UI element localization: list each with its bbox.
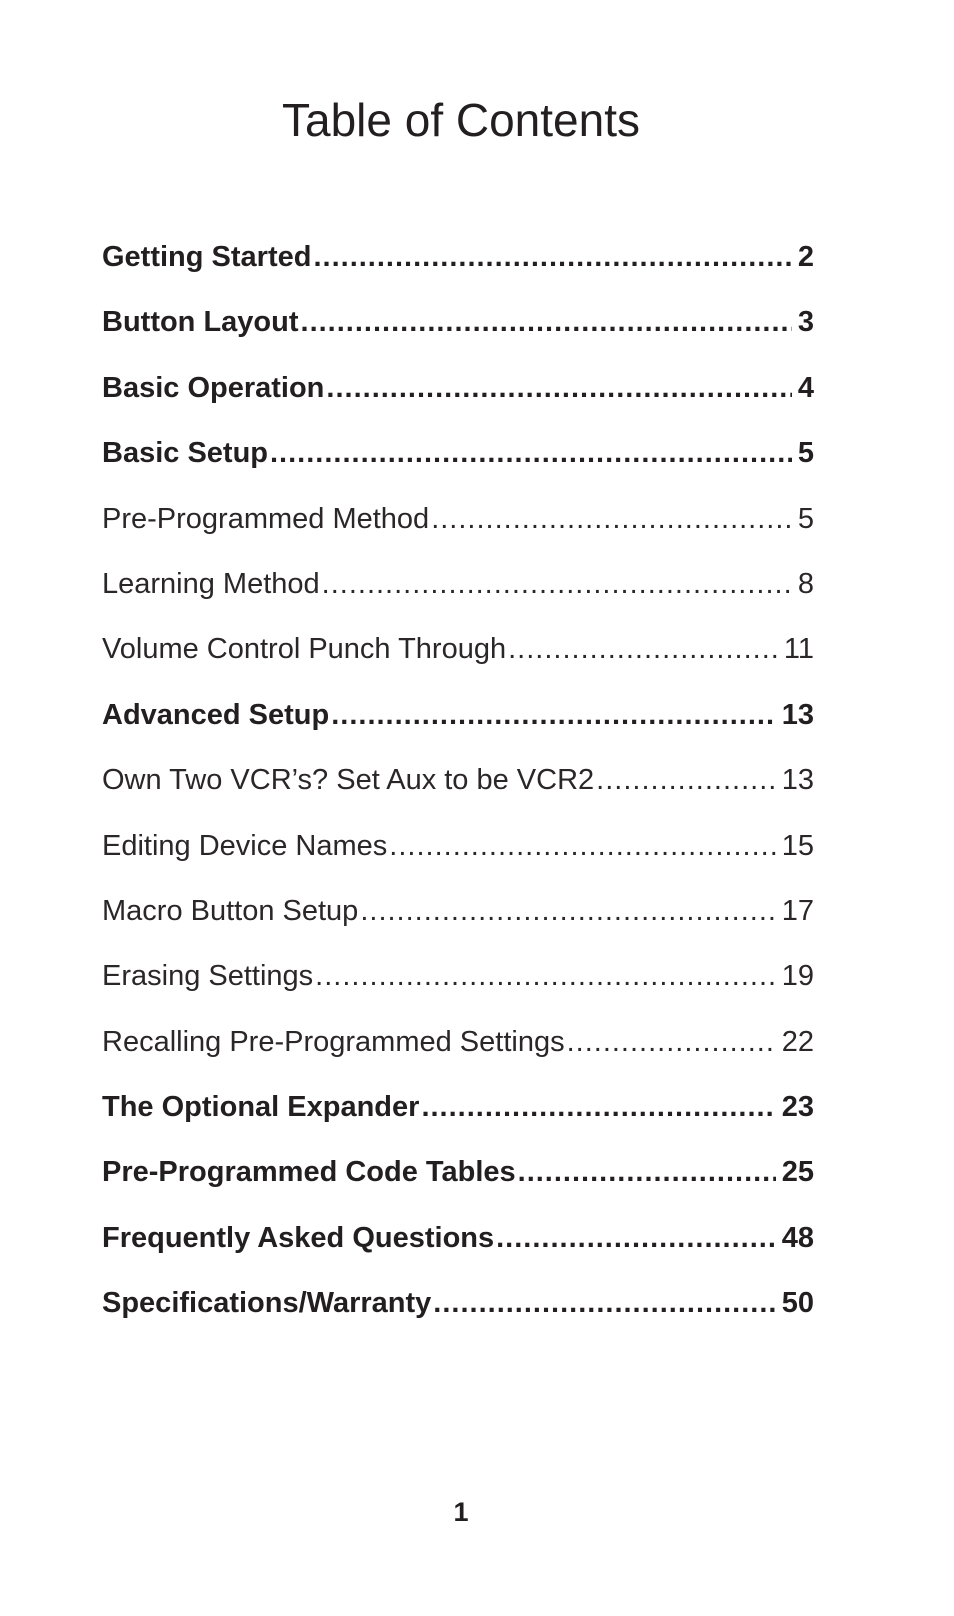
toc-entry-page: 3 (797, 306, 814, 339)
toc-entry-faq (102, 1217, 814, 1282)
dot-leader (326, 367, 791, 409)
page-number: 1 (453, 1497, 469, 1527)
toc-entry-label: Basic Operation (102, 371, 325, 404)
toc-entry-recalling-pre-programmed-settings (102, 1021, 814, 1086)
toc-entry-label: Getting Started (102, 241, 312, 273)
dot-leader (596, 759, 776, 801)
toc-entry-label: Basic Setup (102, 437, 268, 470)
toc-entry-label: The Optional Expander (102, 1091, 420, 1124)
toc-entry-basic-setup (102, 432, 814, 497)
toc-entry-page: 19 (781, 960, 814, 993)
toc-entry-page: 25 (781, 1156, 814, 1189)
toc-entry-label: Specifications/Warranty (102, 1287, 432, 1320)
dot-leader (301, 301, 792, 343)
toc-entry-label: Frequently Asked Questions (102, 1221, 495, 1254)
toc-entry-erasing-settings (102, 955, 814, 1020)
toc-entry-page: 50 (781, 1287, 814, 1320)
dot-leader (270, 432, 792, 474)
toc-entry-page: 17 (781, 894, 814, 927)
dot-leader (322, 563, 792, 605)
toc-entry-page: 2 (797, 241, 814, 273)
dot-leader (389, 825, 775, 867)
dot-leader (360, 890, 775, 932)
dot-leader (313, 236, 791, 278)
page-title: Table of Contents (281, 94, 640, 146)
toc-entry-label: Recalling Pre-Programmed Settings (102, 1025, 565, 1058)
toc-entry-specifications-warranty (102, 1282, 814, 1347)
toc-entry-page: 8 (797, 567, 814, 600)
dot-leader (567, 1021, 776, 1063)
toc-entry-page: 5 (797, 502, 814, 535)
toc-entry-own-two-vcrs (102, 759, 814, 824)
toc-entry-page: 22 (781, 1025, 814, 1058)
dot-leader (431, 498, 792, 540)
toc-list (102, 236, 814, 1348)
toc-entry-getting-started (102, 236, 814, 301)
toc-entry-page: 48 (781, 1221, 814, 1254)
toc-entry-label: Learning Method (102, 567, 320, 600)
toc-entry-learning-method (102, 563, 814, 628)
toc-entry-basic-operation (102, 367, 814, 432)
toc-entry-editing-device-names (102, 825, 814, 890)
dot-leader (331, 694, 776, 736)
toc-entry-advanced-setup (102, 694, 814, 759)
toc-entry-page: 11 (783, 633, 814, 666)
toc-entry-volume-control-punch-through (102, 628, 814, 693)
toc-entry-label: Erasing Settings (102, 960, 314, 993)
dot-leader (421, 1086, 775, 1128)
toc-entry-label: Macro Button Setup (102, 894, 359, 927)
toc-entry-page: 23 (781, 1091, 814, 1124)
dot-leader (315, 955, 776, 997)
toc-entry-button-layout (102, 301, 814, 366)
toc-entry-label: Pre-Programmed Method (102, 502, 430, 535)
toc-entry-label: Own Two VCR’s? Set Aux to be VCR2 (102, 764, 595, 797)
toc-entry-page: 15 (781, 829, 814, 862)
dot-leader (518, 1151, 776, 1193)
toc-entry-label: Editing Device Names (102, 829, 388, 862)
toc-entry-pre-programmed-code-tables (102, 1151, 814, 1216)
toc-entry-macro-button-setup (102, 890, 814, 955)
toc-entry-label: Volume Control Punch Through (102, 633, 507, 666)
toc-entry-page: 5 (797, 437, 814, 470)
toc-entry-label: Button Layout (102, 306, 299, 339)
toc-entry-page: 4 (797, 371, 814, 404)
toc-entry-page: 13 (781, 698, 814, 731)
dot-leader (508, 628, 778, 670)
toc-entry-label: Pre-Programmed Code Tables (102, 1156, 516, 1189)
toc-entry-label: Advanced Setup (102, 698, 330, 731)
toc-entry-optional-expander (102, 1086, 814, 1151)
dot-leader (433, 1282, 775, 1324)
dot-leader (496, 1217, 776, 1259)
toc-entry-page: 13 (781, 764, 814, 797)
toc-entry-pre-programmed-method (102, 498, 814, 563)
